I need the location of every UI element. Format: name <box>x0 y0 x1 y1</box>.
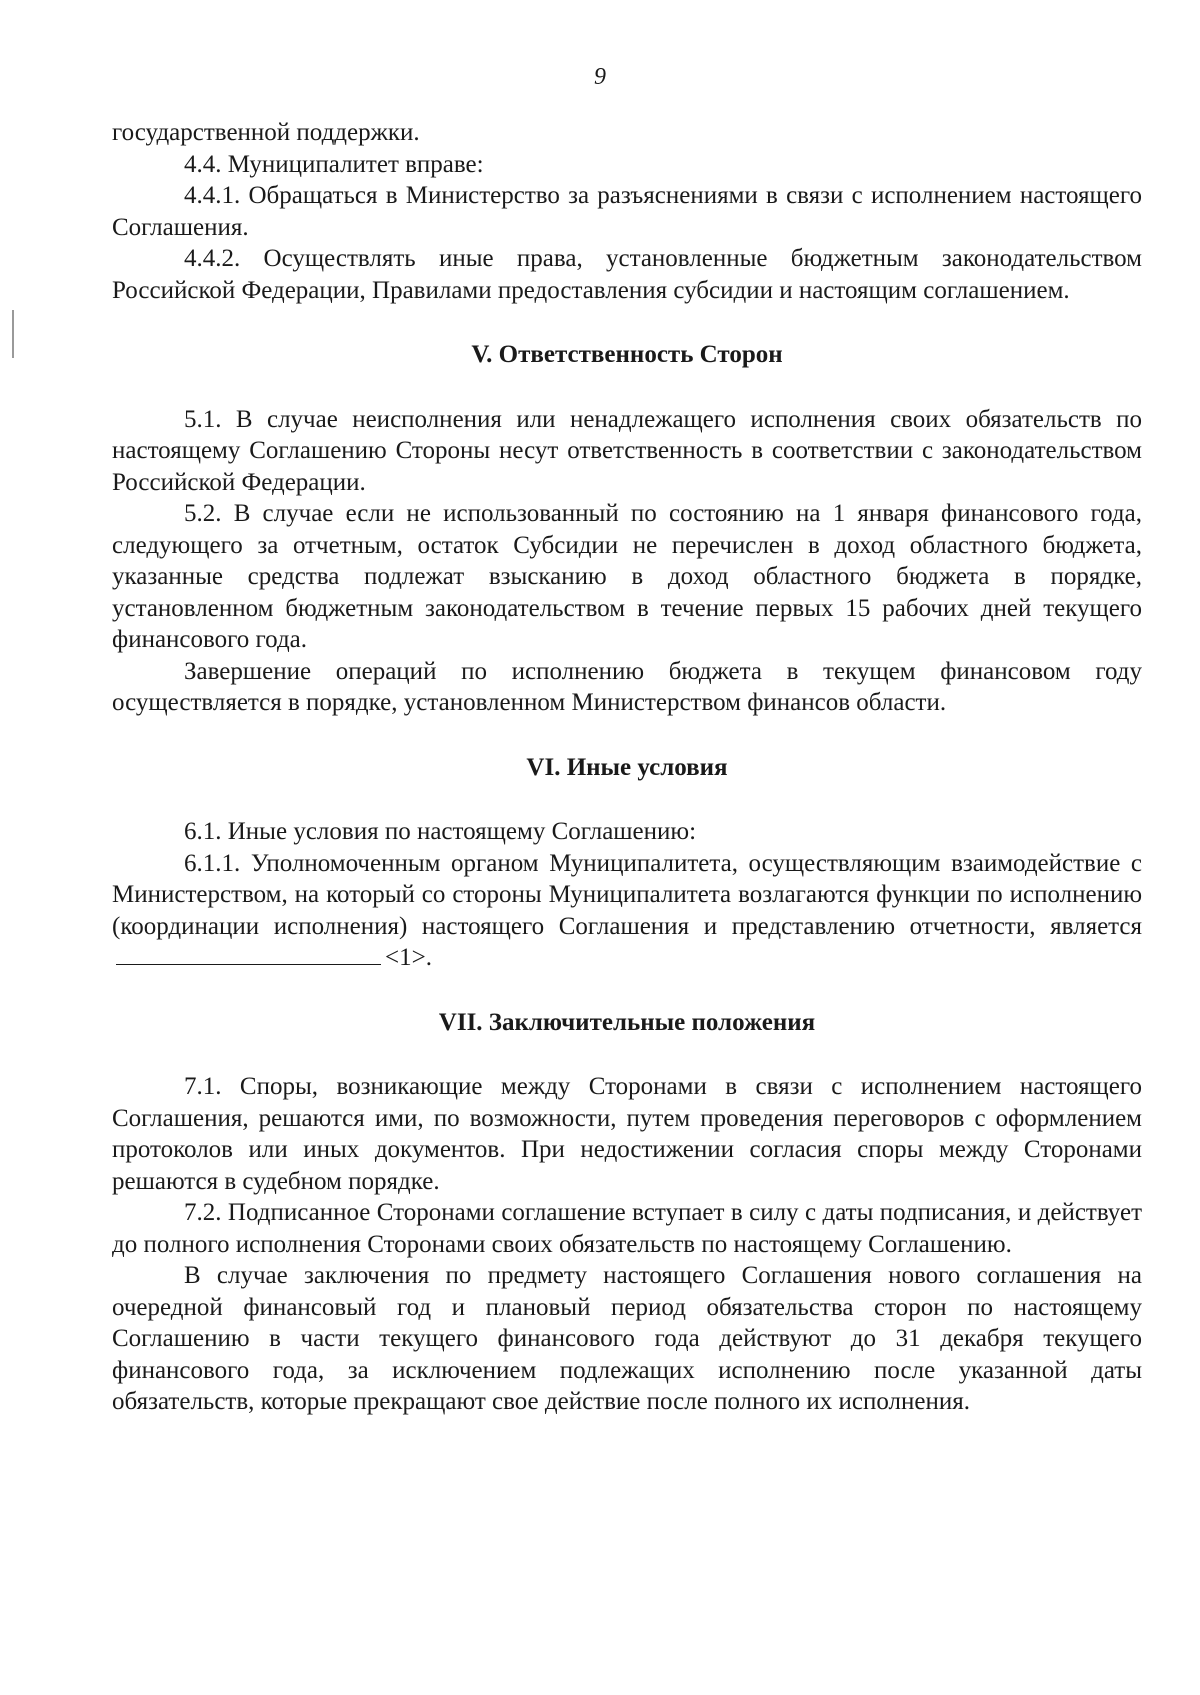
paragraph-4-4-2: 4.4.2. Осуществлять иные права, установленные бюджетным законодательством Российской Федерации, Правилами предоставления субсидии и настоящим соглашением. <box>112 245 1142 304</box>
section-6-heading: VI. Иные условия <box>526 753 728 781</box>
paragraph-6-1-1-text: 6.1.1. Уполномоченным органом Муниципалитета, осуществляющим взаимодействие с Министерством, на который со стороны Муниципалитета возлагаются функции по исполнению (координации исполнения) настоящего Соглашения и представлению отчетности, является <box>112 849 1142 940</box>
section-7-heading: VII. Заключительные положения <box>438 1008 816 1036</box>
paragraph-4-4-1: 4.4.1. Обращаться в Министерство за разъяснениями в связи с исполнением настоящего Соглашения. <box>112 182 1142 241</box>
paragraph-5-2: 5.2. В случае если не использованный по состоянию на 1 января финансового года, следующего за отчетным, остаток Субсидии не перечислен в доход областного бюджета, указанные средства подлежат взысканию в доход областного бюджета в порядке, установленном бюджетным законодательством в течение первых 15 рабочих дней текущего финансового года. <box>112 500 1142 653</box>
paragraph-7-2: 7.2. Подписанное Сторонами соглашение вступает в силу с даты подписания, и действует до полного исполнения Сторонами своих обязательств по настоящему Соглашению. <box>112 1199 1142 1258</box>
paragraph-6-1-1 <box>112 848 1142 974</box>
paragraph-5-1: 5.1. В случае неисполнения или ненадлежащего исполнения своих обязательств по настоящему Соглашению Стороны несут ответственность в соответствии с законодательством Российской Федерации. <box>112 405 1142 496</box>
paragraph-6-1: 6.1. Иные условия по настоящему Соглашению: <box>184 818 697 845</box>
section-5-heading: V. Ответственность Сторон <box>471 341 783 368</box>
paragraph-7-1: 7.1. Споры, возникающие между Сторонами в связи с исполнением настоящего Соглашения, решаются ими, по возможности, путем проведения переговоров с оформлением протоколов или иных документов. При недостижении согласия споры между Сторонами решаются в судебном порядке. <box>112 1073 1142 1195</box>
paragraph-7-3: В случае заключения по предмету настоящего Соглашения нового соглашения на очередной финансовый год и плановый период обязательства сторон по настоящему Соглашению в части текущего финансового года действуют до 31 декабря текущего финансового года, за исключением подлежащих исполнению после указанной даты обязательств, которые прекращают свое действие после полного их исполнения. <box>112 1262 1142 1415</box>
paragraph-4-4: 4.4. Муниципалитет вправе: <box>184 150 484 178</box>
page-number: 9 <box>594 64 606 90</box>
paragraph-continuation: государственной поддержки. <box>112 119 420 146</box>
document-body <box>112 117 1142 1418</box>
fill-in-blank-line <box>116 944 381 965</box>
scan-margin-mark <box>12 310 14 358</box>
footnote-reference: <1>. <box>385 944 432 971</box>
paragraph-5-3: Завершение операций по исполнению бюджета в текущем финансовом году осуществляется в порядке, установленном Министерством финансов области. <box>112 657 1142 716</box>
